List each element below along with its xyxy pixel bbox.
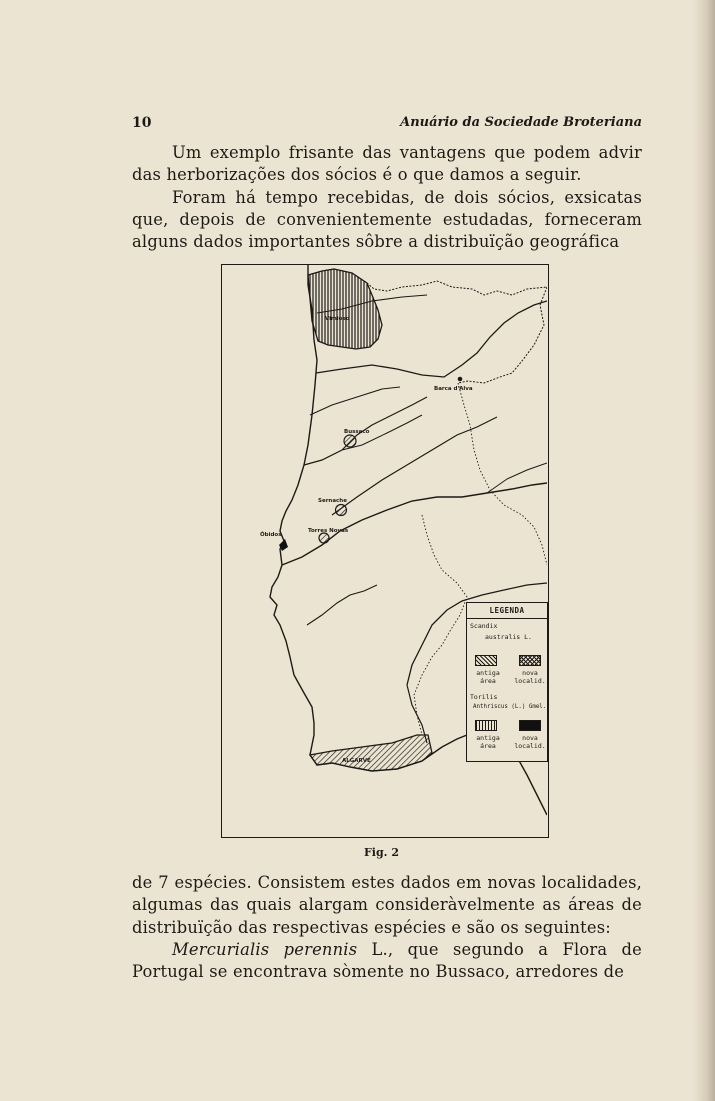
river-guadiana-south bbox=[407, 685, 427, 743]
species-name: Mercurialis perennis bbox=[172, 939, 358, 959]
paragraph-1: Um exemplo frisante das vantagens que podem advir das herborizações dos sócios é o que damos a seguir. bbox=[132, 143, 642, 185]
river-tejo bbox=[282, 483, 547, 565]
east-border-2 bbox=[458, 383, 547, 565]
body-text-bottom bbox=[132, 872, 642, 983]
legend-species2-genus: Torilis bbox=[470, 693, 498, 701]
body-text-top bbox=[132, 142, 642, 253]
legend-species1-epithet: australis L. bbox=[485, 633, 532, 641]
map-label-barca-alva: Barca d'Alva bbox=[434, 386, 473, 392]
map-label-obidos: Óbidos bbox=[260, 532, 282, 538]
legend-title: LEGENDA bbox=[489, 606, 525, 615]
area-algarve bbox=[310, 735, 432, 771]
page-number: 10 bbox=[132, 115, 152, 131]
river-sado bbox=[307, 585, 377, 625]
page-header bbox=[132, 115, 642, 135]
point-barca-alva bbox=[458, 377, 463, 382]
map-label-torres-novas: Torres Novas bbox=[308, 528, 349, 534]
east-border-3 bbox=[414, 515, 467, 735]
legend-swatch-new-locality-2 bbox=[519, 720, 541, 731]
legend-swatch-old-area-1 bbox=[475, 655, 497, 666]
map-label-vimioso: Vimioso bbox=[325, 316, 350, 322]
area-vimioso bbox=[308, 269, 382, 349]
map-label-algarve: ALGARVE bbox=[342, 758, 371, 764]
legend-species1-genus: Scandix bbox=[470, 622, 498, 630]
legend-old-area-1: antiga área bbox=[476, 669, 500, 685]
point-sernache bbox=[336, 505, 347, 516]
point-torres-novas bbox=[319, 533, 329, 543]
east-border bbox=[458, 287, 547, 383]
legend-new-locality-1: nova localid. bbox=[514, 669, 546, 685]
figure-caption: Fig. 2 bbox=[364, 846, 399, 859]
running-head: Anuário da Sociedade Broteriana bbox=[400, 115, 642, 130]
legend-new-locality-2: nova localid. bbox=[514, 734, 546, 750]
map-label-sernache: Sernache bbox=[318, 498, 347, 504]
river-vouga bbox=[310, 387, 400, 415]
map-legend bbox=[466, 602, 548, 762]
legend-swatch-old-area-2 bbox=[475, 720, 497, 731]
map-label-bussaco: Bussaco bbox=[344, 429, 370, 435]
legend-divider bbox=[467, 618, 547, 619]
legend-species2-epithet: Anthriscus (L.) Gmel. bbox=[473, 704, 547, 710]
paragraph-3: de 7 espécies. Consistem estes dados em novas localidades, algumas das quais alargam consideràvelmente as áreas de distribuïção das respectivas espécies e são os seguintes: bbox=[132, 873, 642, 937]
point-bussaco bbox=[344, 435, 356, 447]
page-edge-shadow bbox=[693, 0, 715, 1101]
legend-old-area-2: antiga área bbox=[476, 734, 500, 750]
paragraph-2: Foram há tempo recebidas, de dois sócios, exsicatas que, depois de convenientemente estudadas, forneceram alguns dados importantes sôbre a distribuïção geográfica bbox=[132, 187, 642, 252]
paragraph-4 bbox=[132, 939, 642, 984]
paragraph-4-text: L., que segundo a Flora de Portugal se encontrava sòmente no Bussaco, arredores de bbox=[132, 939, 642, 982]
legend-swatch-new-locality-1 bbox=[519, 655, 541, 666]
